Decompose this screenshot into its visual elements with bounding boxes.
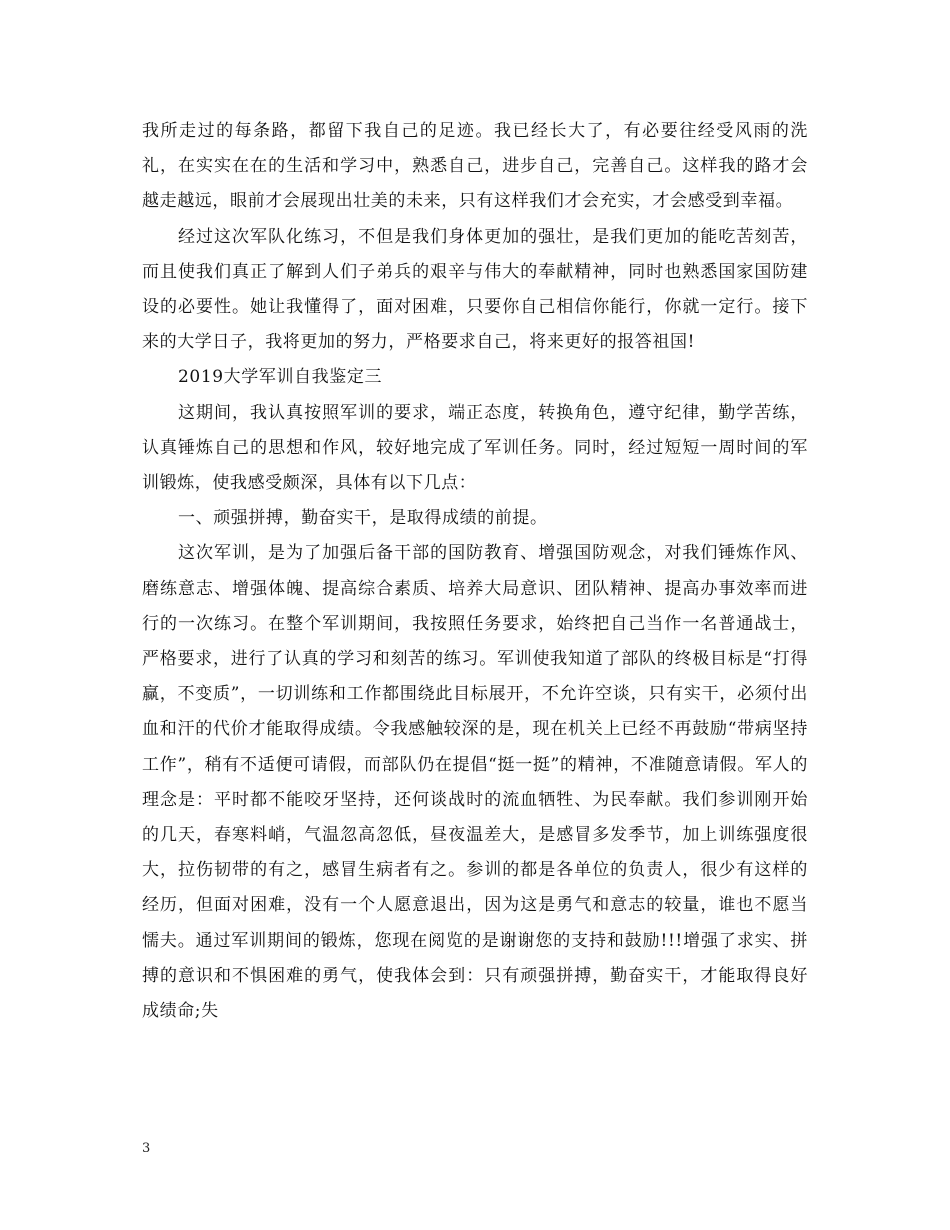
- section-heading: 2019大学军训自我鉴定三: [178, 367, 383, 388]
- subheading-point-one: 一、顽强拼搏，勤奋实干，是取得成绩的前提。: [178, 508, 548, 529]
- paragraph-4: 这次军训，是为了加强后备干部的国防教育、增强国防观念，对我们锤炼作风、磨练意志、增强体魄、提高综合素质、培养大局意识、团队精神、提高办事效率而进行的一次练习。在整个军训期间，我按照任务要求，始终把自己当作一名普通战士，严格要求，进行了认真的学习和刻苦的练习。军训使我知道了部队的终极目标是“打得赢，不变质”，一切训练和工作都围绕此目标展开，不允许空谈，只有实干，必须付出血和汗的代价才能取得成绩。令我感触较深的是，现在机关上已经不再鼓励“带病坚持工作”，稍有不适便可请假，而部队仍在提倡“挺一挺”的精神，不准随意请假。军人的理念是：平时都不能咬牙坚持，还何谈战时的流血牺牲、为民奉献。我们参训刚开始的几天，春寒料峭，气温忽高忽低，昼夜温差大，是感冒多发季节，加上训练强度很大，拉伤韧带的有之，感冒生病者有之。参训的都是各单位的负责人，很少有这样的经历，但面对困难，没有一个人愿意退出，因为这是勇气和意志的较量，谁也不愿当懦夫。通过军训期间的锻炼，您现在阅览的是谢谢您的支持和鼓励!!!增强了求实、拼搏的意识和不惧困难的勇气，使我体会到：只有顽强拼搏，勤奋实干，才能取得良好成绩命;失: [142, 543, 808, 1022]
- paragraph-1: 我所走过的每条路，都留下我自己的足迹。我已经长大了，有必要往经受风雨的洗礼，在实实在在的生活和学习中，熟悉自己，进步自己，完善自己。这样我的路才会越走越远，眼前才会展现出壮美的未来，只有这样我们才会充实，才会感受到幸福。: [142, 121, 808, 212]
- document-body: [142, 114, 808, 1029]
- paragraph-3: 这期间，我认真按照军训的要求，端正态度，转换角色，遵守纪律，勤学苦练，认真锤炼自己的思想和作风，较好地完成了军训任务。同时，经过短短一周时间的军训锻炼，使我感受颇深，具体有以下几点：: [142, 402, 808, 494]
- paragraph-2: 经过这次军队化练习，不但是我们身体更加的强壮，是我们更加的能吃苦刻苦，而且使我们真正了解到人们子弟兵的艰辛与伟大的奉献精神，同时也熟悉国家国防建设的必要性。她让我懂得了，面对困难，只要你自己相信你能行，你就一定行。接下来的大学日子，我将更加的努力，严格要求自己，将来更好的报答祖国!: [142, 226, 808, 353]
- page-number: 3: [142, 1141, 151, 1156]
